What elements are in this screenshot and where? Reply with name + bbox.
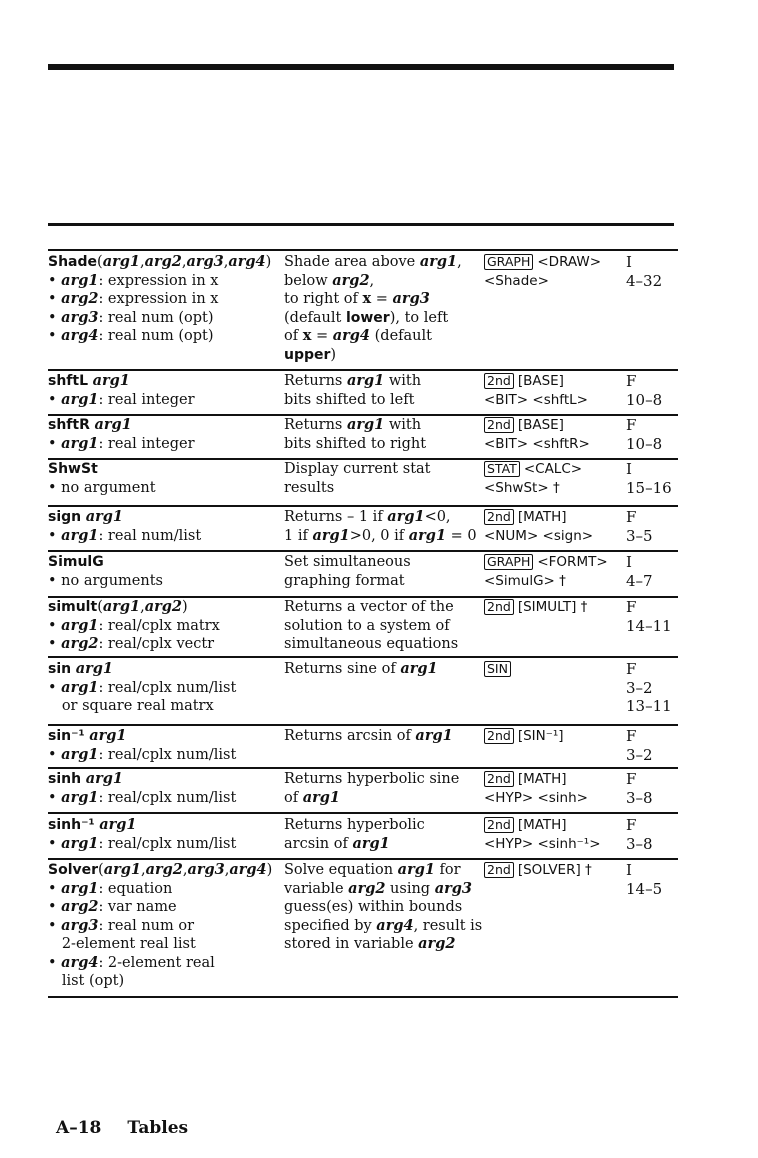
description-line: Returns sine of arg1 (284, 660, 438, 677)
keystroke-line: 2nd [SIMULT] † (484, 598, 632, 617)
description-line: variable arg2 using arg3 (284, 879, 472, 897)
argument-desc: 2-element real list (48, 936, 196, 952)
description-line: Returns arg1 with (284, 416, 422, 433)
keystroke-line: 2nd [SIN⁻¹] (484, 727, 632, 746)
command-syntax (48, 460, 284, 497)
argument-desc: • arg1: equation (48, 879, 173, 897)
argument-desc: • arg4: 2-element real (48, 953, 215, 971)
argument-desc: • arg2: expression in x (48, 290, 219, 307)
keystrokes (484, 253, 632, 290)
keystrokes (484, 727, 632, 746)
command-name: simult(arg1,arg2) (48, 598, 188, 615)
command-syntax (48, 660, 284, 716)
description (284, 416, 484, 453)
command-syntax (48, 598, 284, 654)
description-line: solution to a system of (284, 617, 450, 634)
description-line: Solve equation arg1 for (284, 861, 461, 878)
row-divider (48, 505, 678, 507)
command-syntax (48, 770, 284, 807)
mode-code: F (626, 660, 637, 678)
argument-desc: list (opt) (48, 973, 125, 989)
keystrokes (484, 416, 632, 453)
argument-desc: • arg1: real num/list (48, 526, 202, 544)
argument-desc: • arg2: real/cplx vectr (48, 635, 215, 652)
keystroke-line: 2nd [MATH] (484, 508, 632, 527)
calculator-key: 2nd (484, 373, 514, 389)
argument-desc: • no arguments (48, 572, 163, 589)
page-ref: 10–8 (626, 390, 663, 409)
calculator-key: SIN (484, 661, 511, 677)
keystroke-line: <Shade> (484, 272, 549, 289)
keystroke-line: 2nd [MATH] (484, 770, 632, 789)
command-name: shftR arg1 (48, 416, 132, 433)
row-divider (48, 724, 678, 726)
argument-desc: • arg3: real num (opt) (48, 308, 214, 326)
page-ref: 14–5 (626, 879, 663, 898)
description-line: of arg1 (284, 788, 340, 806)
mode-page-ref (626, 508, 678, 545)
command-syntax (48, 416, 284, 453)
argument-desc: • arg1: real/cplx num/list (48, 745, 237, 763)
description-line: arcsin of arg1 (284, 834, 390, 852)
argument-desc: • arg1: real/cplx matrx (48, 616, 220, 634)
command-name: sinh⁻¹ arg1 (48, 816, 137, 833)
description-line: simultaneous equations (284, 636, 459, 652)
mode-code: F (626, 598, 637, 616)
description (284, 660, 484, 679)
page-ref: 3–8 (626, 788, 653, 807)
description-line: results (284, 479, 335, 496)
command-name: sin arg1 (48, 660, 113, 677)
keystrokes (484, 553, 632, 590)
keystrokes (484, 508, 632, 545)
calculator-key: 2nd (484, 817, 514, 833)
mode-page-ref (626, 253, 678, 290)
mode-code: F (626, 416, 637, 434)
mode-code: F (626, 508, 637, 526)
page-ref: 13–11 (626, 697, 672, 715)
calculator-key: 2nd (484, 771, 514, 787)
argument-desc: • no argument (48, 479, 156, 496)
mode-code: I (626, 861, 632, 879)
keystrokes (484, 460, 632, 497)
argument-desc: • arg1: real integer (48, 434, 195, 452)
command-syntax (48, 553, 284, 590)
argument-desc: • arg1: real integer (48, 390, 195, 408)
page-footer (56, 1118, 214, 1138)
calculator-key: 2nd (484, 509, 514, 525)
description-line: Returns – 1 if arg1<0, (284, 508, 451, 525)
argument-desc: • arg2: var name (48, 898, 177, 915)
mode-page-ref (626, 460, 678, 497)
description (284, 372, 484, 409)
calculator-key: 2nd (484, 728, 514, 744)
keystrokes (484, 861, 632, 880)
keystrokes (484, 770, 632, 807)
page-ref: 4–7 (626, 571, 653, 590)
argument-desc: • arg1: real/cplx num/list (48, 834, 237, 852)
argument-desc: or square real matrx (48, 698, 214, 714)
description-line: to right of x = arg3 (284, 290, 430, 307)
argument-desc: • arg3: real num or (48, 916, 195, 934)
description-line: graphing format (284, 572, 405, 589)
row-divider (48, 550, 678, 552)
keystroke-line (484, 660, 632, 679)
keystroke-line: 2nd [MATH] (484, 816, 632, 835)
command-name: sin⁻¹ arg1 (48, 727, 127, 744)
row-divider (48, 656, 678, 658)
mode-page-ref (626, 660, 678, 716)
command-name: Shade(arg1,arg2,arg3,arg4) (48, 253, 272, 270)
command-name: SimulG (48, 554, 104, 570)
keystroke-line: STAT <CALC> (484, 460, 632, 479)
command-name: Solver(arg1,arg2,arg3,arg4) (48, 861, 273, 878)
description-line: Display current stat (284, 461, 431, 477)
description-line: Returns hyperbolic sine (284, 771, 460, 787)
command-syntax (48, 861, 284, 991)
command-name: shftL arg1 (48, 372, 130, 389)
description (284, 861, 484, 954)
section-title: Tables (127, 1118, 189, 1138)
keystroke-line: <HYP> <sinh> (484, 789, 588, 806)
description-line: 1 if arg1>0, 0 if arg1 = 0 (284, 526, 477, 544)
command-syntax (48, 727, 284, 764)
command-syntax (48, 816, 284, 853)
description-line: upper) (284, 346, 337, 363)
description-line: of x = arg4 (default (284, 327, 432, 344)
row-divider (48, 812, 678, 814)
argument-desc: • arg1: expression in x (48, 271, 219, 289)
page-ref: 3–5 (626, 526, 653, 545)
keystroke-line: <ShwSt> † (484, 479, 560, 496)
keystrokes (484, 660, 632, 679)
calculator-key: 2nd (484, 862, 514, 878)
command-name: ShwSt (48, 461, 98, 477)
mode-code: F (626, 770, 637, 788)
description-line: Returns a vector of the (284, 599, 454, 615)
description (284, 508, 484, 545)
keystroke-line: GRAPH <DRAW> (484, 253, 632, 272)
row-divider (48, 996, 678, 998)
description (284, 460, 484, 497)
description-line: specified by arg4, result is (284, 916, 483, 934)
mode-code: F (626, 372, 637, 390)
command-syntax (48, 253, 284, 346)
command-syntax (48, 508, 284, 545)
page-ref: 10–8 (626, 434, 663, 453)
mode-page-ref (626, 727, 678, 764)
description-line: guess(es) within bounds (284, 899, 463, 915)
row-divider (48, 249, 678, 251)
mode-page-ref (626, 598, 678, 635)
description-line: (default lower), to left (284, 309, 449, 326)
calculator-key: STAT (484, 461, 520, 477)
calculator-key: GRAPH (484, 554, 533, 570)
command-name: sign arg1 (48, 508, 123, 525)
calculator-key: 2nd (484, 417, 514, 433)
description (284, 253, 484, 364)
top-bar (48, 64, 674, 70)
mode-code: I (626, 460, 632, 478)
keystroke-line: 2nd [BASE] (484, 372, 632, 391)
row-divider (48, 767, 678, 769)
argument-desc: • arg1: real/cplx num/list (48, 678, 237, 696)
calculator-key: GRAPH (484, 254, 533, 270)
mode-code: I (626, 553, 632, 571)
calculator-key: 2nd (484, 599, 514, 615)
description-line: Shade area above arg1, (284, 253, 462, 270)
keystroke-line: 2nd [SOLVER] † (484, 861, 632, 880)
keystroke-line: <BIT> <shftR> (484, 435, 590, 452)
command-name: sinh arg1 (48, 770, 123, 787)
keystroke-line: 2nd [BASE] (484, 416, 632, 435)
mode-page-ref (626, 372, 678, 409)
description (284, 816, 484, 853)
mode-page-ref (626, 416, 678, 453)
mode-page-ref (626, 770, 678, 807)
keystrokes (484, 598, 632, 617)
keystroke-line: <HYP> <sinh⁻¹> (484, 835, 601, 852)
description-line: Returns arcsin of arg1 (284, 727, 453, 744)
description (284, 770, 484, 807)
page-ref: 3–8 (626, 834, 653, 853)
mode-page-ref (626, 861, 678, 898)
row-divider (48, 369, 678, 371)
page-ref: 15–16 (626, 478, 672, 497)
keystroke-line: <BIT> <shftL> (484, 391, 588, 408)
description-line: Returns arg1 with (284, 372, 422, 389)
description (284, 598, 484, 654)
keystrokes (484, 372, 632, 409)
description (284, 553, 484, 590)
keystroke-line: <SimulG> † (484, 572, 566, 589)
mode-code: F (626, 816, 637, 834)
page-ref: 3–2 (626, 745, 653, 764)
description-line: bits shifted to right (284, 435, 427, 452)
mode-code: I (626, 253, 632, 271)
keystroke-line: GRAPH <FORMT> (484, 553, 632, 572)
argument-desc: • arg4: real num (opt) (48, 327, 214, 344)
table-top-rule (48, 223, 674, 226)
description-line: stored in variable arg2 (284, 935, 456, 952)
description-line: below arg2, (284, 271, 375, 289)
keystrokes (484, 816, 632, 853)
page-number: A–18 (56, 1118, 102, 1138)
page-ref: 4–32 (626, 271, 663, 290)
description-line: Returns hyperbolic (284, 817, 425, 833)
description-line: bits shifted to left (284, 391, 415, 408)
mode-page-ref (626, 553, 678, 590)
mode-code: F (626, 727, 637, 745)
keystroke-line: <NUM> <sign> (484, 527, 594, 544)
mode-page-ref (626, 816, 678, 853)
command-syntax (48, 372, 284, 409)
page-ref: 14–11 (626, 616, 672, 635)
page-ref: 3–2 (626, 678, 653, 697)
description (284, 727, 484, 746)
description-line: Set simultaneous (284, 554, 411, 570)
row-divider (48, 858, 678, 860)
argument-desc: • arg1: real/cplx num/list (48, 788, 237, 806)
